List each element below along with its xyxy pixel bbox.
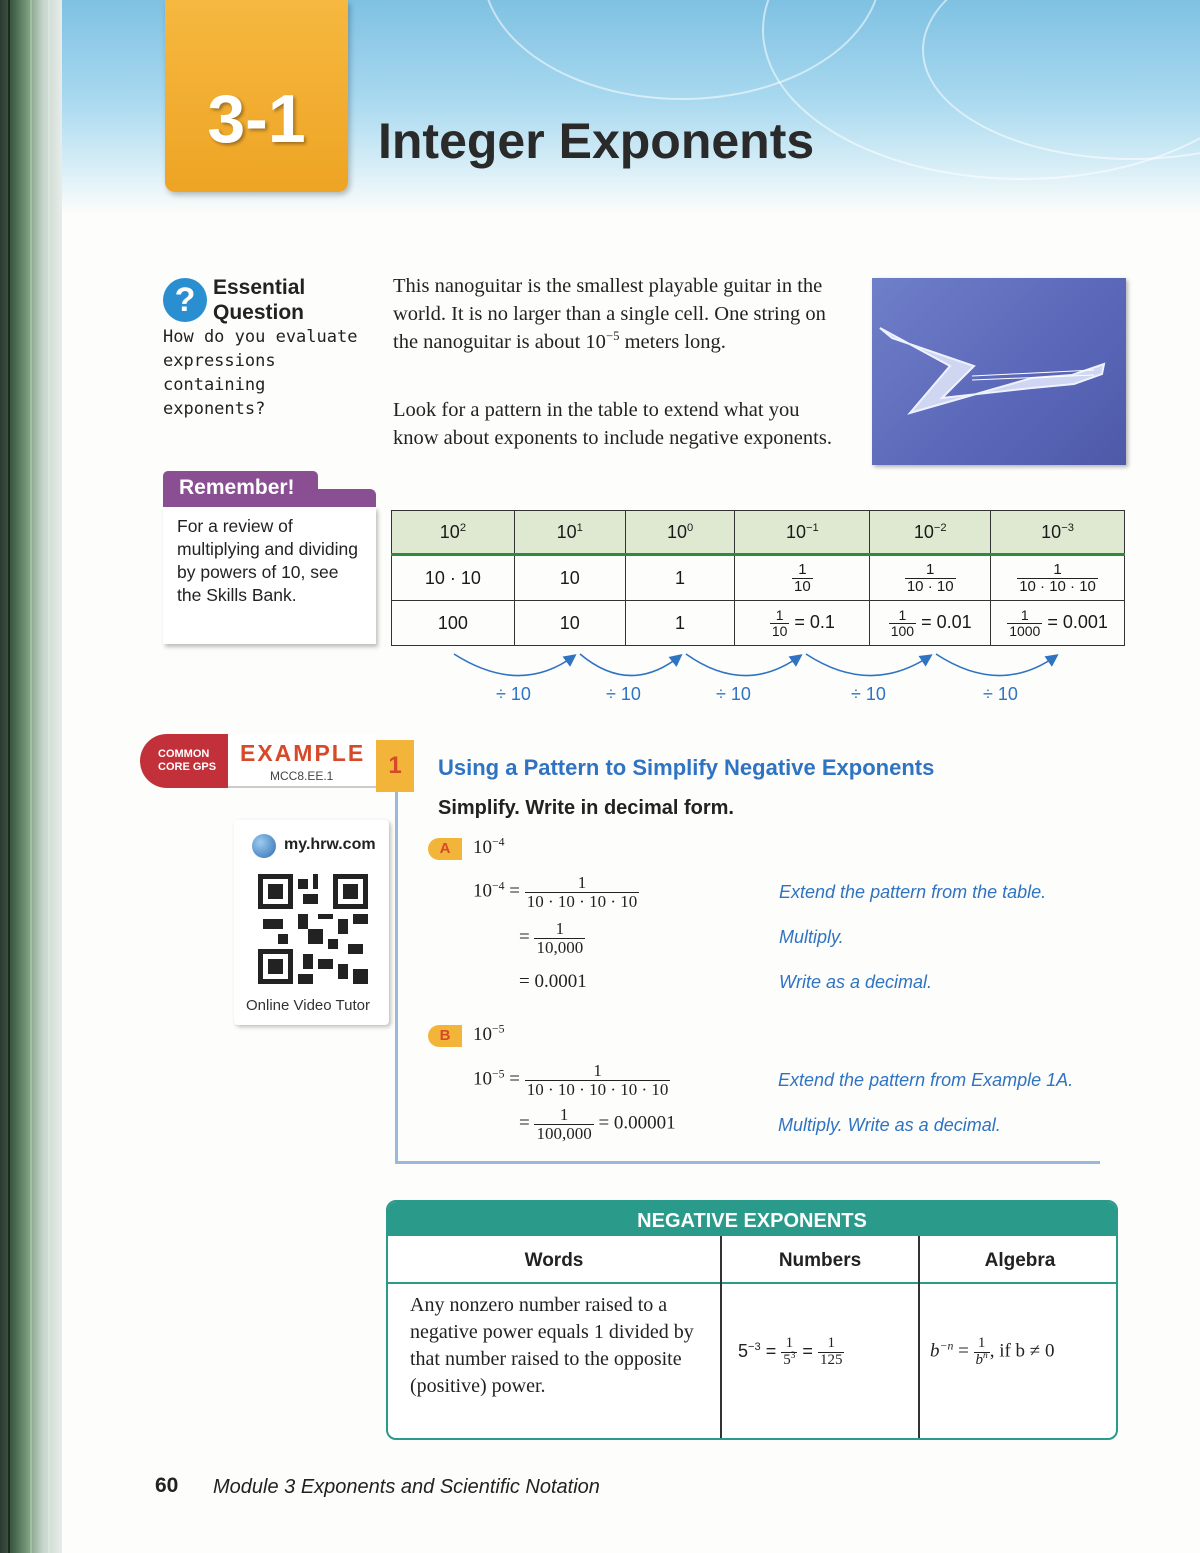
example-title: Using a Pattern to Simplify Negative Exponents xyxy=(438,755,935,780)
part-b-note-1: Extend the pattern from Example 1A. xyxy=(778,1070,1074,1090)
table-cell: 10 xyxy=(514,601,625,646)
powers-of-ten-table xyxy=(391,510,1125,646)
divide-by-ten-label: ÷ 10 xyxy=(496,684,531,704)
part-b-expression: $10^{-5}$ xyxy=(473,1022,505,1045)
example-word: EXAMPLE xyxy=(240,740,366,766)
table-header-row xyxy=(392,511,1125,555)
page-binding xyxy=(0,0,62,1553)
table-cell: 1 xyxy=(625,555,735,601)
negative-exponents-box xyxy=(386,1200,1118,1440)
part-a-step-2: = $\frac{1}{10,000}$ xyxy=(519,919,584,957)
part-b-step-1: $10^{-5}$ = $\frac{1}{10 \cdot 10 \cdot 10 \cdot 10 \cdot 10}$ xyxy=(473,1061,669,1099)
video-caption: Online Video Tutor xyxy=(246,997,370,1014)
table-row xyxy=(392,601,1125,646)
pattern-arrows xyxy=(440,648,1080,688)
intro-paragraph-1: This nanoguitar is the smallest playable guitar in the world. It is no larger than a single cell. One string on the nanoguitar is about $10^{-5}$ meters long. xyxy=(393,275,826,353)
essential-question-title: Essential Question xyxy=(213,276,306,324)
column-header-numbers: Numbers xyxy=(778,1250,862,1271)
table-header-cell: $10^{-2}$ xyxy=(870,511,991,555)
table-header-cell: $10^1$ xyxy=(514,511,625,555)
remember-box: For a review of multiplying and dividing by powers of 10, see the Skills Bank. xyxy=(163,507,376,644)
divide-by-ten-label: ÷ 10 xyxy=(983,684,1018,704)
table-row xyxy=(392,555,1125,601)
example-standard: MCC8.EE.1 xyxy=(270,769,334,783)
video-site-link[interactable]: my.hrw.com xyxy=(284,836,376,853)
lesson-number-tab xyxy=(165,0,348,192)
part-b-badge: B xyxy=(428,1025,462,1047)
divide-by-ten-label: ÷ 10 xyxy=(716,684,751,704)
lesson-title: Integer Exponents xyxy=(378,113,815,169)
qr-code-icon[interactable] xyxy=(258,874,368,984)
rule-numbers: $5^{-3}$ = $\frac{1}{5^3}$ = $\frac{1}{125}$ xyxy=(738,1335,843,1368)
table-cell: 10 · 10 xyxy=(392,555,515,601)
nanoguitar-image xyxy=(872,278,1126,465)
column-divider xyxy=(720,1236,722,1440)
table-header-cell: $10^{-1}$ xyxy=(735,511,870,555)
lesson-number: 3-1 xyxy=(207,81,306,157)
nanoguitar-photo xyxy=(872,278,1126,465)
divide-by-ten-label: ÷ 10 xyxy=(606,684,641,704)
part-a-badge: A xyxy=(428,838,462,860)
part-a-expression: $10^{-4}$ xyxy=(473,835,505,858)
example-number: 1 xyxy=(376,740,414,792)
table-cell: 10 xyxy=(514,555,625,601)
essential-question-text: How do you evaluate expressions containing exponents? xyxy=(163,327,358,419)
remember-tab: Remember! xyxy=(163,471,318,507)
intro-paragraph-2: Look for a pattern in the table to extend what you know about exponents to include negative exponents. xyxy=(393,399,832,449)
column-header-words: Words xyxy=(524,1250,584,1271)
common-core-badge: COMMON CORE GPS xyxy=(140,734,228,788)
question-mark-icon: ? xyxy=(163,278,207,322)
table-cell: $\frac{1}{1000}$ = 0.001 xyxy=(991,601,1125,646)
table-header-cell: $10^2$ xyxy=(392,511,515,555)
example-instruction: Simplify. Write in decimal form. xyxy=(438,797,734,819)
header-divider xyxy=(388,1282,1118,1284)
table-cell: $\frac{1}{10}$ xyxy=(735,555,870,601)
negative-exponents-heading: NEGATIVE EXPONENTS xyxy=(388,1202,1116,1236)
rule-words: Any nonzero number raised to a negative power equals 1 divided by that number raised to the opposite (positive) power. xyxy=(410,1294,694,1397)
column-divider xyxy=(918,1236,920,1440)
column-header-algebra: Algebra xyxy=(984,1250,1056,1271)
part-b-note-2: Multiply. Write as a decimal. xyxy=(778,1115,1001,1135)
table-cell: $\frac{1}{10 \cdot 10}$ xyxy=(870,555,991,601)
part-a-step-3: = 0.0001 xyxy=(519,971,587,992)
remember-tab-tail xyxy=(318,489,376,507)
part-a-note-2: Multiply. xyxy=(779,927,844,947)
table-header-cell: $10^{-3}$ xyxy=(991,511,1125,555)
table-header-cell: $10^0$ xyxy=(625,511,735,555)
table-cell: 100 xyxy=(392,601,515,646)
table-cell: 1 xyxy=(625,601,735,646)
part-b-step-2: = $\frac{1}{100,000}$ = 0.00001 xyxy=(519,1105,676,1143)
divide-by-ten-label: ÷ 10 xyxy=(851,684,886,704)
table-cell: $\frac{1}{100}$ = 0.01 xyxy=(870,601,991,646)
globe-icon xyxy=(252,834,276,858)
module-title: Module 3 Exponents and Scientific Notation xyxy=(213,1476,600,1498)
table-cell: $\frac{1}{10}$ = 0.1 xyxy=(735,601,870,646)
table-cell: $\frac{1}{10 \cdot 10 \cdot 10}$ xyxy=(991,555,1125,601)
part-a-step-1: $10^{-4}$ = $\frac{1}{10 \cdot 10 \cdot 10 \cdot 10}$ xyxy=(473,873,638,911)
part-a-note-3: Write as a decimal. xyxy=(779,972,933,992)
part-a-note-1: Extend the pattern from the table. xyxy=(779,882,1047,902)
page-number: 60 xyxy=(155,1474,179,1497)
rule-algebra: $b^{-n}$ = $\frac{1}{b^n}$ , if b ≠ 0 xyxy=(930,1335,1055,1368)
